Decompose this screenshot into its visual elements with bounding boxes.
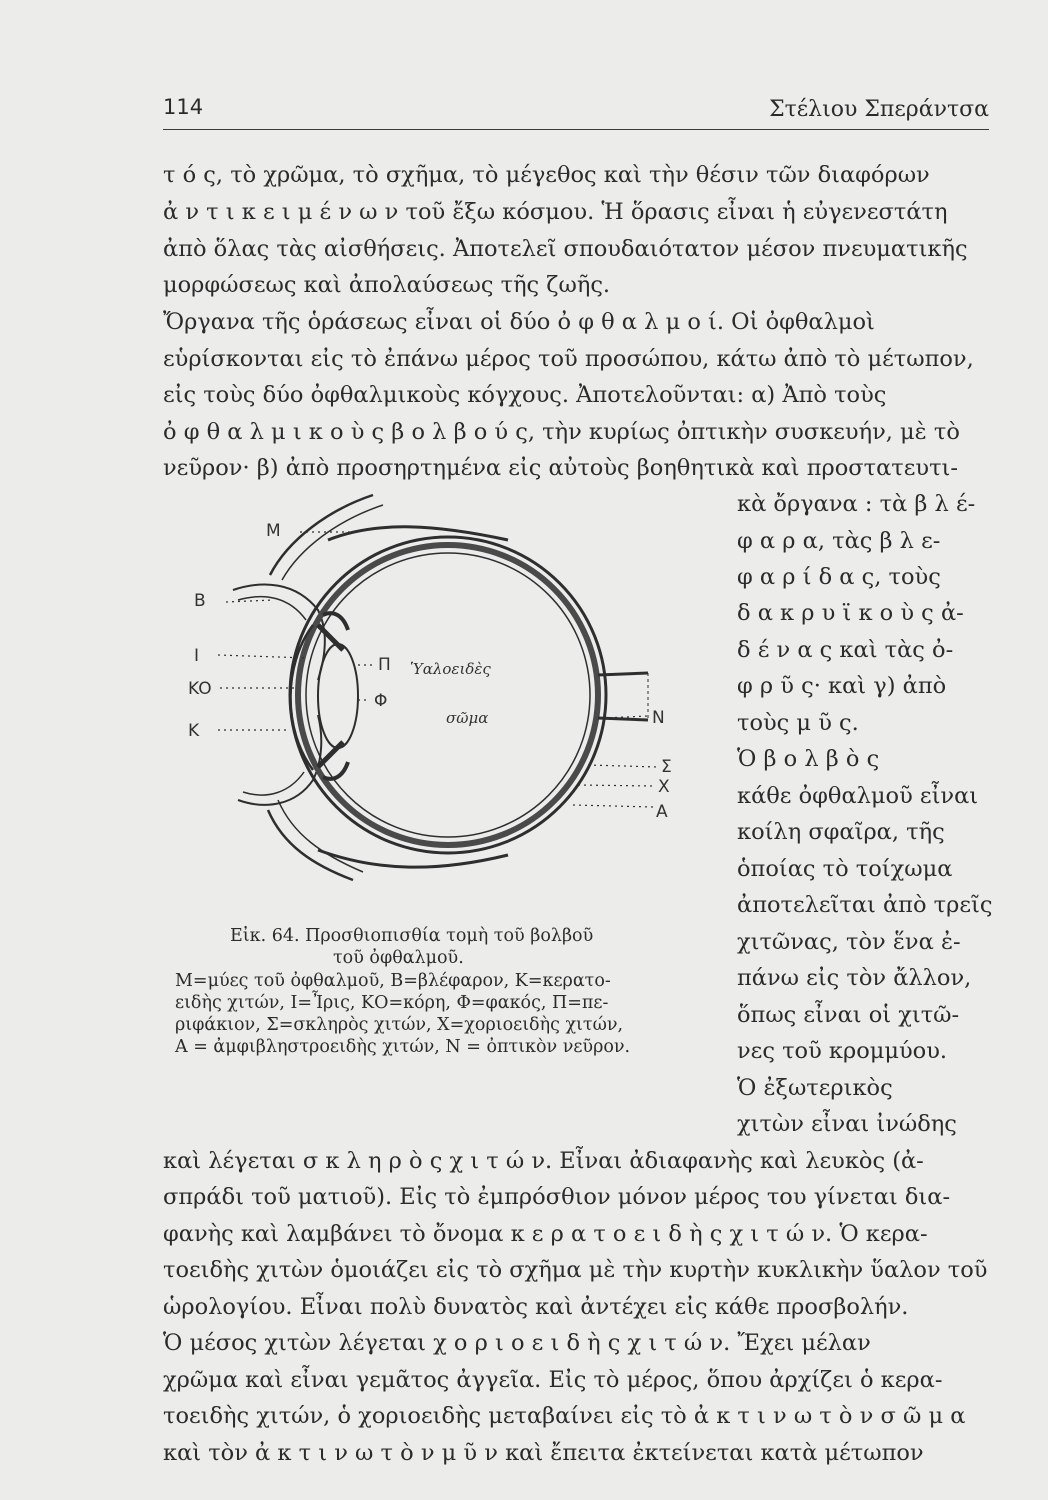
orbit-lower-line xyxy=(268,810,353,880)
side-line: Ὁ ἐξωτερικὸς xyxy=(737,1075,893,1101)
orbit-upper-line xyxy=(270,495,373,575)
leader-line-Sigma xyxy=(588,765,658,767)
upper-eyelid-inner xyxy=(238,597,306,620)
label-N: N xyxy=(652,708,665,728)
body-line: εὑρίσκονται εἰς τὸ ἐπάνω μέρος τοῦ προσώπου, κάτω ἀπὸ τὸ μέτωπον, xyxy=(163,346,974,372)
label-Sigma: Σ xyxy=(661,757,672,777)
caption-line: Μ=μύες τοῦ ὀφθαλμοῦ, Β=βλέφαρον, Κ=κερατο- xyxy=(175,971,611,991)
body-line: χρῶμα καὶ εἶναι γεμᾶτος ἀγγεῖα. Εἰς τὸ μέρος, ὅπου ἀρχίζει ὁ κερα- xyxy=(163,1367,943,1393)
leader-line-X xyxy=(578,785,653,786)
sclera-outline xyxy=(290,537,606,853)
label-I: I xyxy=(194,646,200,666)
page-header xyxy=(163,95,989,130)
side-line: δ α κ ρ υ ϊ κ ο ὺ ς ἀ- xyxy=(737,600,964,626)
caption-title-cont: τοῦ ὀφθαλμοῦ. xyxy=(333,948,464,968)
side-line: ὁποίας τὸ τοίχωμα xyxy=(737,856,953,882)
body-line: ἀπὸ ὅλας τὰς αἰσθήσεις. Ἀποτελεῖ σπουδαιότατον μέσον πνευματικῆς xyxy=(163,236,968,262)
label-Pi: Π xyxy=(378,655,391,675)
lens xyxy=(318,644,358,748)
body-line: εἰς τοὺς δύο ὀφθαλμικοὺς κόγχους. Ἀποτελοῦνται: α) Ἀπὸ τοὺς xyxy=(163,382,887,408)
optic-nerve-lower xyxy=(598,718,648,720)
caption-line: ριφάκιον, Σ=σκληρὸς χιτών, Χ=χοριοειδὴς χιτών, xyxy=(175,1015,624,1035)
leader-line-B xyxy=(226,600,273,602)
caption-line: ειδὴς χιτών, Ι=Ἶρις, ΚΟ=κόρη, Φ=φακός, Π=πε- xyxy=(175,993,609,1013)
label-B: B xyxy=(194,591,206,611)
ciliary-body-lower xyxy=(323,762,348,779)
body-line: τοειδὴς χιτών, ὁ χοριοειδὴς μεταβαίνει εἰς τὸ ἀ κ τ ι ν ω τ ὸ ν σ ῶ μ α xyxy=(163,1403,966,1429)
body-line: καὶ λέγεται σ κ λ η ρ ὸ ς χ ι τ ώ ν. Εἶναι ἀδιαφανὴς καὶ λευκὸς (ἀ- xyxy=(163,1148,924,1174)
lower-eyelid-inner xyxy=(243,772,304,795)
side-line: φ α ρ α, τὰς β λ ε- xyxy=(737,528,941,554)
eye-cross-section-figure xyxy=(178,480,698,920)
body-line: ὀ φ θ α λ μ ι κ ο ὺ ς β ο λ β ο ύ ς, τὴν κυρίως ὀπτικὴν συσκευήν, μὲ τὸ xyxy=(163,419,960,445)
side-line: χιτῶνας, τὸν ἕνα ἐ- xyxy=(737,929,961,955)
body-line: ἀ ν τ ι κ ε ι μ έ ν ω ν τοῦ ἔξω κόσμου. Ἡ ὅρασις εἶναι ἡ εὐγενεστάτη xyxy=(163,199,948,225)
side-line: Ὁ β ο λ β ὸ ς xyxy=(737,746,880,772)
label-X: X xyxy=(658,777,670,797)
body-line: νεῦρον· β) ἀπὸ προσηρτημένα εἰς αὐτοὺς βοηθητικὰ καὶ προστατευτι- xyxy=(163,455,958,481)
caption-title: Εἰκ. 64. Προσθιοπισθία τομὴ τοῦ βολβοῦ xyxy=(230,926,594,946)
side-line: κοίλη σφαῖρα, τῆς xyxy=(737,819,945,845)
side-line: φ ρ ῦ ς· καὶ γ) ἀπὸ xyxy=(737,673,947,699)
caption-line: Α = ἀμφιβληστροειδὴς χιτών, Ν = ὀπτικὸν νεῦρον. xyxy=(175,1037,631,1057)
body-line: ὡρολογίου. Εἶναι πολὺ δυνατὸς καὶ ἀντέχει εἰς κάθε προσβολήν. xyxy=(163,1294,909,1320)
body-line: φανὴς καὶ λαμβάνει τὸ ὄνομα κ ε ρ α τ ο ε ι δ ὴ ς χ ι τ ώ ν. Ὁ κερα- xyxy=(163,1221,928,1247)
side-line: νες τοῦ κρομμύου. xyxy=(737,1038,948,1064)
label-A: A xyxy=(656,802,668,822)
side-line: χιτὼν εἶναι ἰνώδης xyxy=(737,1111,957,1137)
leader-line-A xyxy=(573,805,653,807)
upper-muscle xyxy=(328,527,508,540)
label-M: M xyxy=(266,521,281,541)
body-line: Ὄργανα τῆς ὁράσεως εἶναι οἱ δύο ὀ φ θ α λ μ ο ί. Οἱ ὀφθαλμοὶ xyxy=(163,309,875,335)
body-line: Ὁ μέσος χιτὼν λέγεται χ ο ρ ι ο ε ι δ ὴ ς χ ι τ ώ ν. Ἔχει μέλαν xyxy=(163,1330,871,1356)
side-line: πάνω εἰς τὸν ἄλλον, xyxy=(737,965,972,991)
handwritten-note-2: σῶμα xyxy=(446,709,489,727)
side-line: ὅπως εἶναι οἱ χιτῶ- xyxy=(737,1002,960,1028)
handwritten-note-1: Ὑαλοειδὲς xyxy=(410,660,491,678)
running-head: Στέλιου Σπεράντσα xyxy=(769,97,989,122)
page-number: 114 xyxy=(163,95,204,119)
label-Phi: Φ xyxy=(374,691,388,711)
optic-nerve-upper xyxy=(598,673,648,675)
body-line: μορφώσεως καὶ ἀπολαύσεως τῆς ζωῆς. xyxy=(163,272,611,298)
side-line: φ α ρ ί δ α ς, τοὺς xyxy=(737,564,941,590)
side-line: κὰ ὄργανα : τὰ β λ έ- xyxy=(737,491,976,517)
body-line: τ ό ς, τὸ χρῶμα, τὸ σχῆμα, τὸ μέγεθος καὶ τὴν θέσιν τῶν διαφόρων xyxy=(163,162,930,188)
choroid-layer xyxy=(298,545,598,845)
side-line: τοὺς μ ῦ ς. xyxy=(737,710,859,736)
side-line: ἀποτελεῖται ἀπὸ τρεῖς xyxy=(737,892,993,918)
body-line: σπράδι τοῦ ματιοῦ). Εἰς τὸ ἐμπρόσθιον μόνον μέρος του γίνεται δια- xyxy=(163,1184,951,1210)
label-KO: KO xyxy=(188,679,212,699)
side-line: δ έ ν α ς καὶ τὰς ὀ- xyxy=(737,637,954,663)
retina-layer xyxy=(306,553,590,837)
side-line: κάθε ὀφθαλμοῦ εἶναι xyxy=(737,783,979,809)
body-line: τοειδὴς χιτὼν ὁμοιάζει εἰς τὸ σχῆμα μὲ τὴν κυρτὴν κυκλικὴν ὕαλον τοῦ xyxy=(163,1257,988,1283)
label-K: K xyxy=(188,721,200,741)
body-line: καὶ τὸν ἀ κ τ ι ν ω τ ὸ ν μ ῦ ν καὶ ἔπειτα ἐκτείνεται κατὰ μέτωπον xyxy=(163,1440,924,1466)
